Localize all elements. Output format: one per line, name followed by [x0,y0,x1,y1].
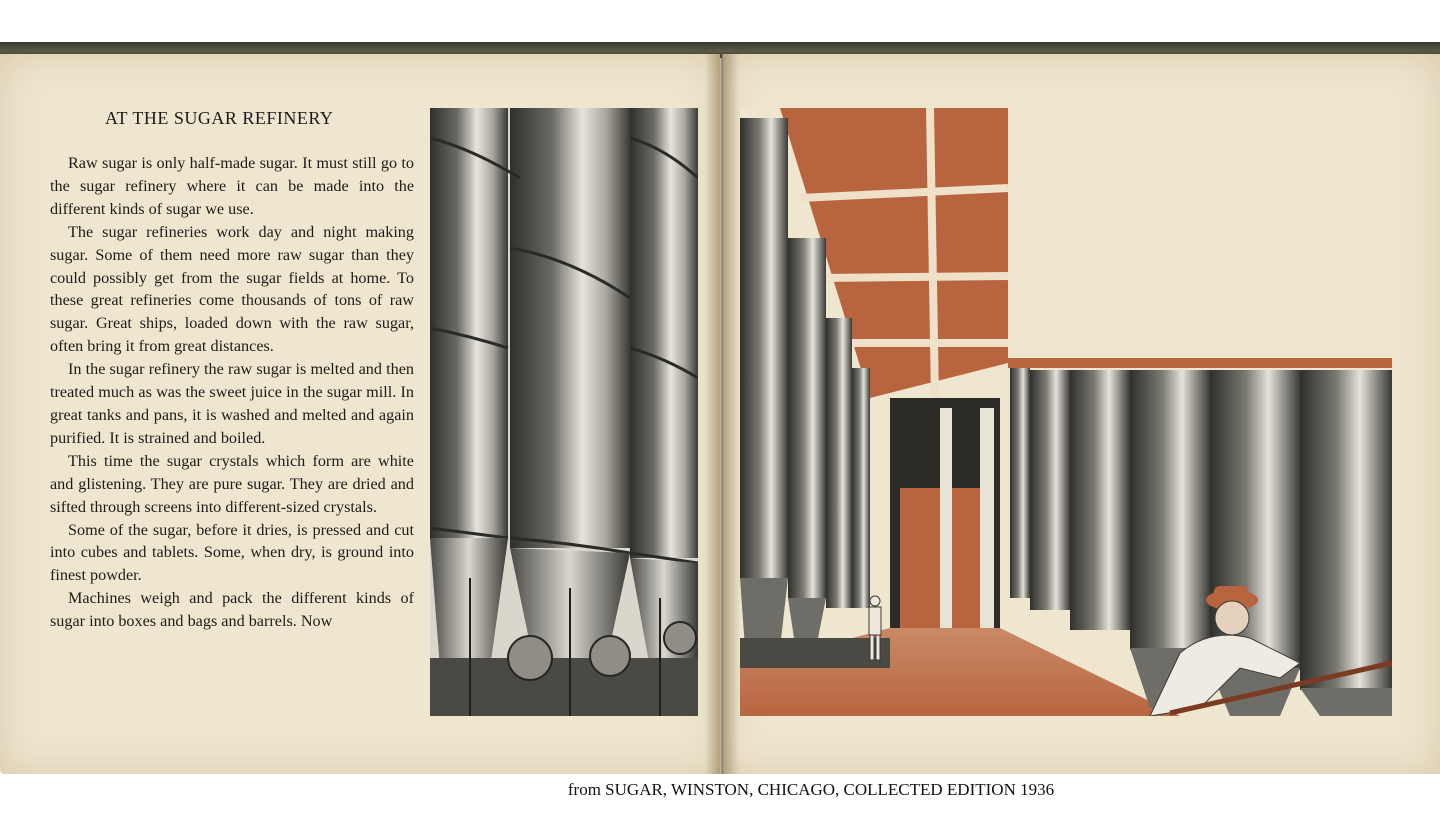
paragraph: This time the sugar crystals which form are white and glistening. They are pure sugar. They are dried and sifted through screens into different-sized crystals. [50,451,414,516]
paragraph: In the sugar refinery the raw sugar is melted and then treated much as was the sweet juice in the sugar mill. In great tanks and pans, it is washed and melted and again purified. It is strained and boiled. [50,360,414,447]
paragraph: Raw sugar is only half-made sugar. It must still go to the sugar refinery where it can be made into the different kinds of sugar we use. [50,154,414,218]
book-gutter [705,54,739,774]
page-heading: AT THE SUGAR REFINERY [105,108,334,128]
paragraph: Some of the sugar, before it dries, is pressed and cut into cubes and tablets. Some, when dry, is ground into finest powder. [50,520,414,585]
tanks-illustration-left [430,108,698,716]
left-text-column [50,152,414,633]
source-caption: from SUGAR, WINSTON, CHICAGO, COLLECTED EDITION 1936 [567,780,1055,799]
paragraph: Machines weigh and pack the different kinds of sugar into boxes and bags and barrels. Now [50,589,414,631]
paragraph: The sugar refineries work day and night making sugar. Some of them need more raw sugar than they could possibly get from the sugar fields at home. To these great refineries come thousands of tons of raw sugar. Great ships, loaded down with the raw sugar, often bring it from great distances. [50,222,414,356]
refinery-hall-illustration [740,108,1392,716]
